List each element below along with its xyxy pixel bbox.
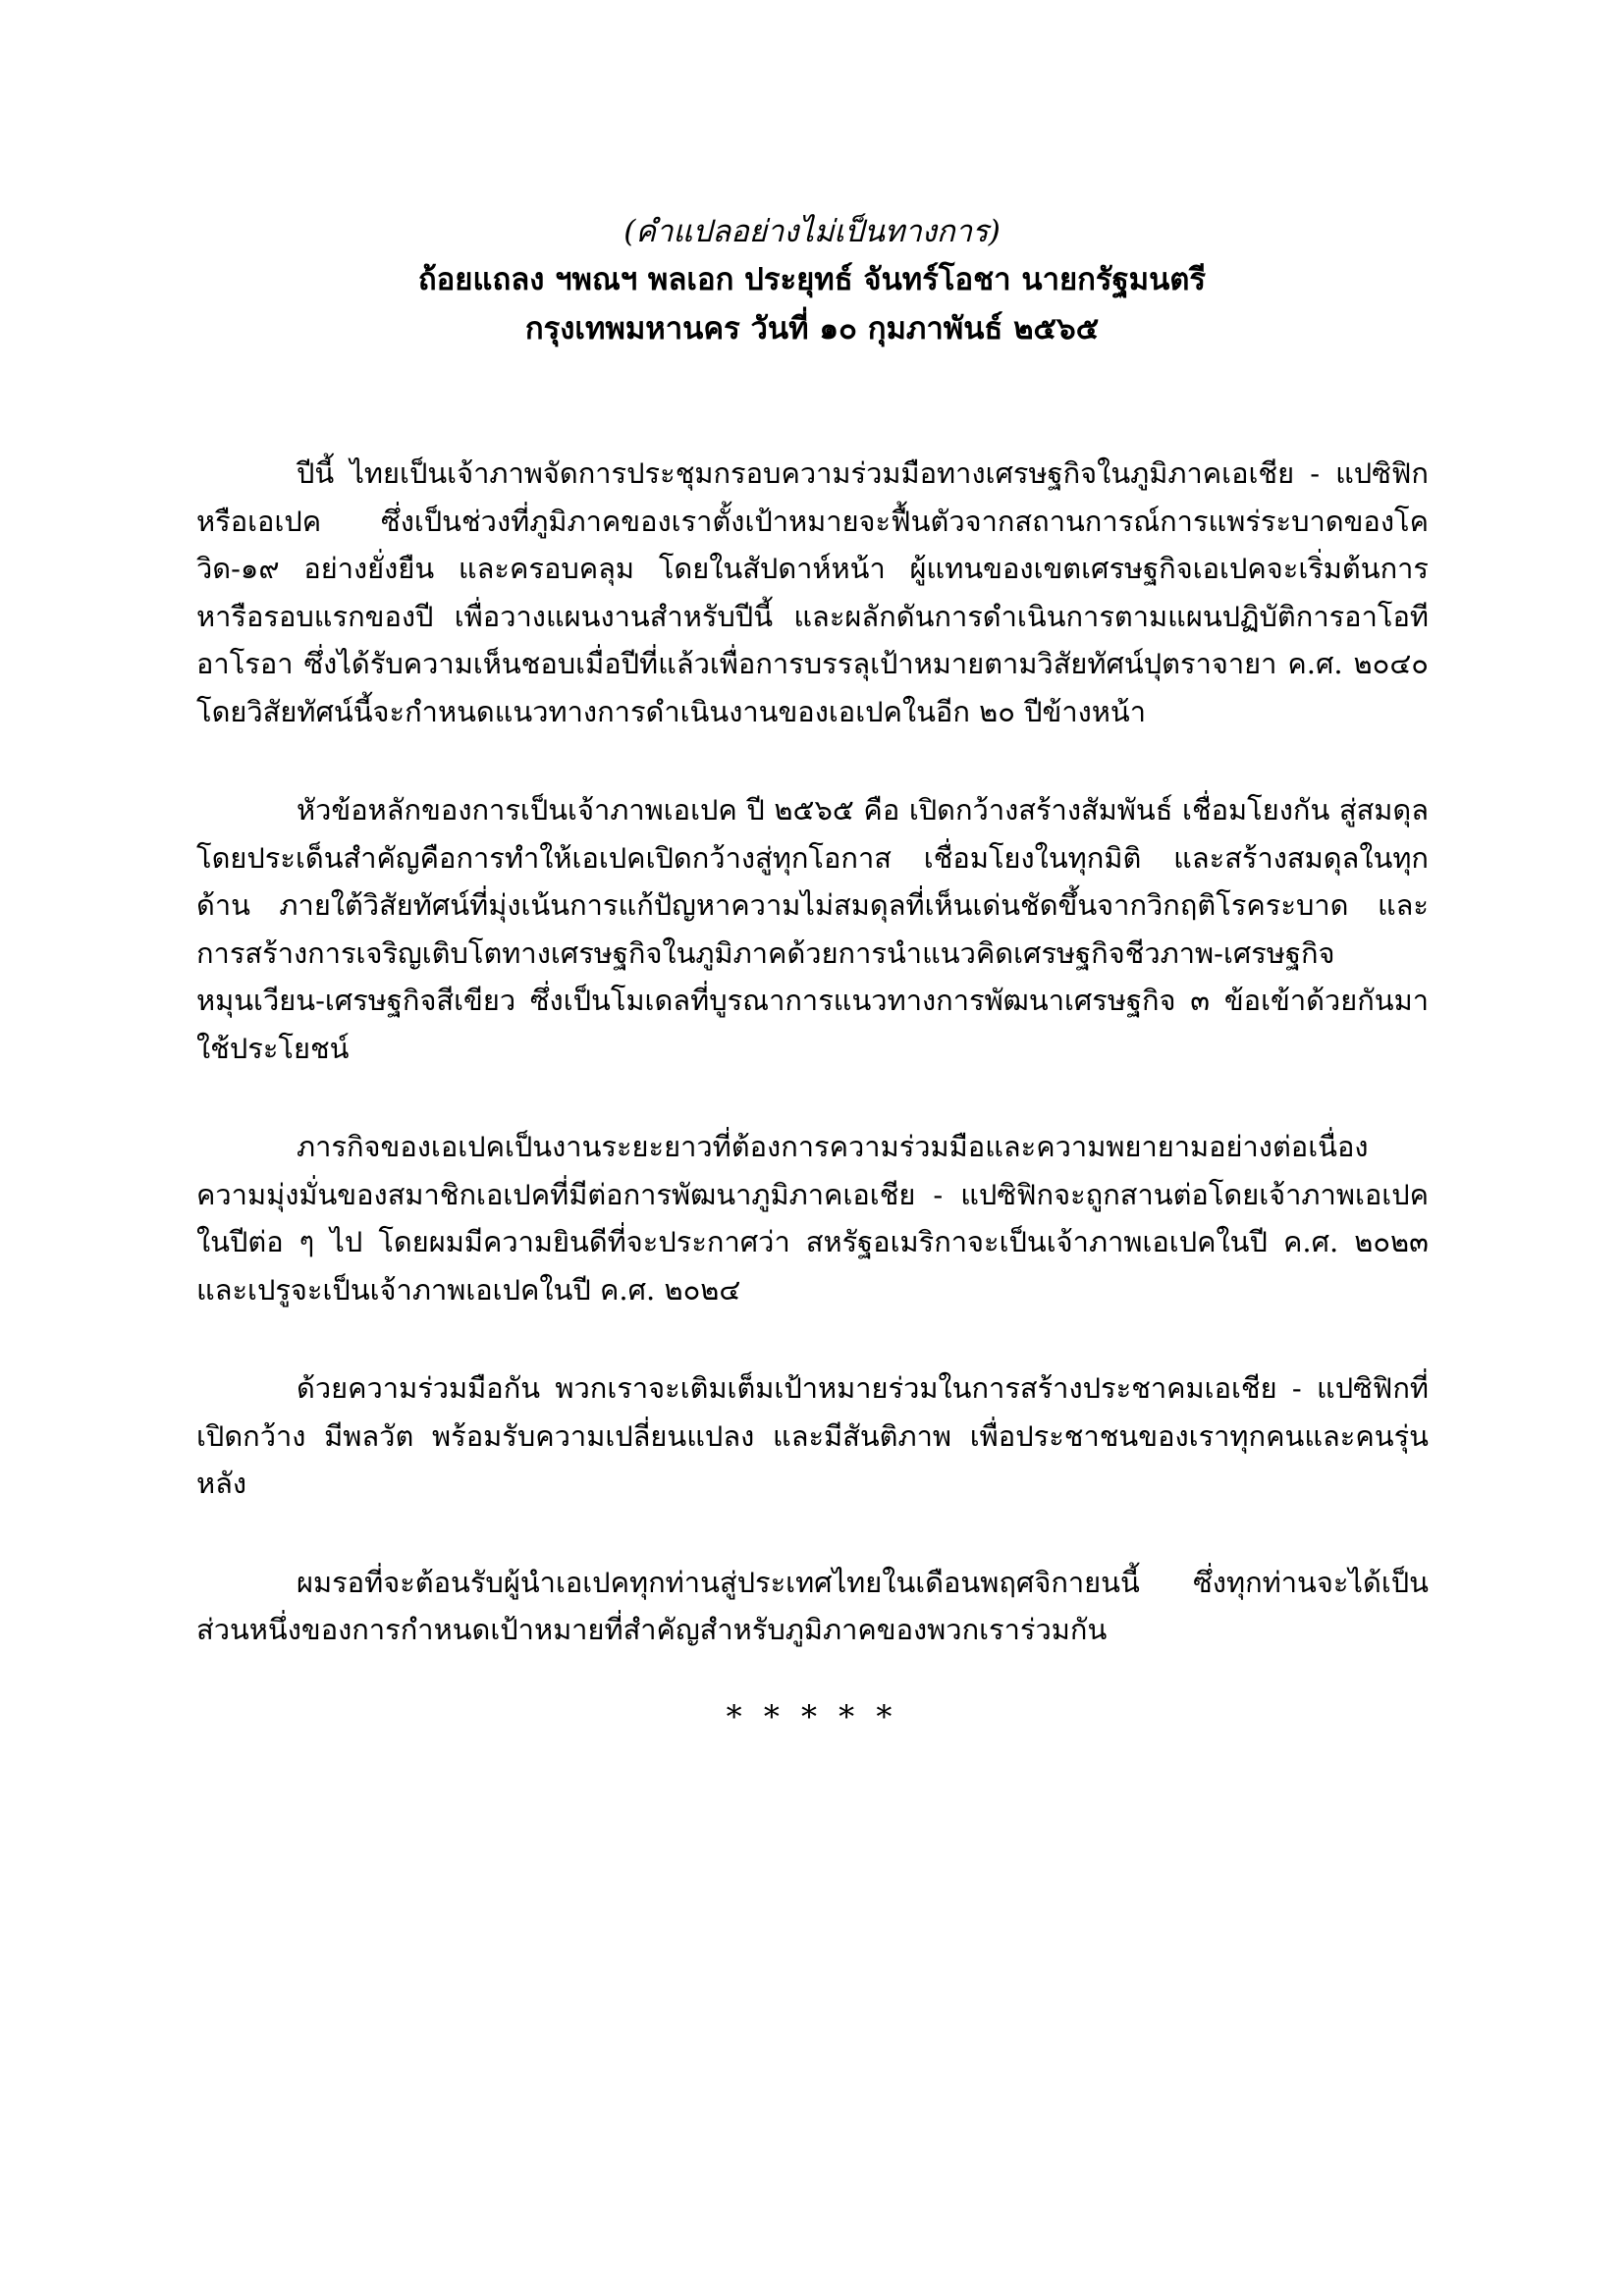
paragraph-theme: หัวข้อหลักของการเป็นเจ้าภาพเอเปค ปี ๒๕๖๕ คือ เปิดกว้างสร้างสัมพันธ์ เชื่อมโยงกัน สู่สมดุล โดยประเด็นสำคัญคือการทำให้เอเปคเปิดกว้างสู่ทุกโอกาส เชื่อมโยงในทุกมิติ และสร้างสมดุลในทุกด้าน ภายใต้วิสัยทัศน์ที่มุ่งเน้นการแก้ปัญหาความไม่สมดุลที่เห็นเด่นชัดขึ้นจากวิกฤติโรคระบาด และการสร้างการเจริญเติบโตทางเศรษฐกิจในภูมิภาคด้วยการนำแนวคิดเศรษฐกิจชีวภาพ-เศรษฐกิจหมุนเวียน-เศรษฐกิจสีเขียว ซึ่งเป็นโมเดลที่บูรณาการแนวทางการพัฒนาเศรษฐกิจ ๓ ข้อเข้าด้วยกันมาใช้ประโยชน์	[196, 793, 1429, 1065]
statement-dateline: กรุงเทพมหานคร วันที่ ๑๐ กุมภาพันธ์ ๒๕๖๕	[524, 311, 1100, 347]
paragraph-apec-host: ปีนี้ ไทยเป็นเจ้าภาพจัดการประชุมกรอบความร่วมมือทางเศรษฐกิจในภูมิภาคเอเชีย - แปซิฟิก หรือเอเปค ซึ่งเป็นช่วงที่ภูมิภาคของเราตั้งเป้าหมายจะฟื้นตัวจากสถานการณ์การแพร่ระบาดของโควิด-๑๙ อย่างยั่งยืน และครอบคลุม โดยในสัปดาห์หน้า ผู้แทนของเขตเศรษฐกิจเอเปคจะเริ่มต้นการหารือรอบแรกของปี เพื่อวางแผนงานสำหรับปีนี้ และผลักดันการดำเนินการตามแผนปฏิบัติการอาโอทีอาโรอา ซึ่งได้รับความเห็นชอบเมื่อปีที่แล้วเพื่อการบรรลุเป้าหมายตามวิสัยทัศน์ปุตราจายา ค.ศ. ๒๐๔๐ โดยวิสัยทัศน์นี้จะกำหนดแนวทางการดำเนินงานของเอเปคในอีก ๒๐ ปีข้างหน้า	[196, 456, 1429, 728]
document-header	[196, 208, 1428, 353]
end-of-document-mark: * * * * *	[726, 1698, 898, 1735]
unofficial-translation-note: (คำแปลอย่างไม่เป็นทางการ)	[623, 214, 1001, 249]
paragraph-cooperation: ด้วยความร่วมมือกัน พวกเราจะเติมเต็มเป้าหมายร่วมในการสร้างประชาคมเอเชีย - แปซิฟิกที่เปิดกว้าง มีพลวัต พร้อมรับความเปลี่ยนแปลง และมีสันติภาพ เพื่อประชาชนของเราทุกคนและคนรุ่นหลัง	[196, 1371, 1429, 1500]
document-body	[196, 450, 1429, 1705]
paragraph-mission: ภารกิจของเอเปคเป็นงานระยะยาวที่ต้องการความร่วมมือและความพยายามอย่างต่อเนื่อง ความมุ่งมั่นของสมาชิกเอเปคที่มีต่อการพัฒนาภูมิภาคเอเชีย - แปซิฟิกจะถูกสานต่อโดยเจ้าภาพเอเปคในปีต่อ ๆ ไป โดยผมมีความยินดีที่จะประกาศว่า สหรัฐอเมริกาจะเป็นเจ้าภาพเอเปคในปี ค.ศ. ๒๐๒๓ และเปรูจะเป็นเจ้าภาพเอเปคในปี ค.ศ. ๒๐๒๔	[196, 1130, 1429, 1307]
statement-title: ถ้อยแถลง ฯพณฯ พลเอก ประยุทธ์ จันทร์โอชา นายกรัฐมนตรี	[417, 262, 1207, 297]
paragraph-welcome: ผมรอที่จะต้อนรับผู้นำเอเปคทุกท่านสู่ประเทศไทยในเดือนพฤศจิกายนนี้ ซึ่งทุกท่านจะได้เป็นส่วนหนึ่งของการกำหนดเป้าหมายที่สำคัญสำหรับภูมิภาคของพวกเราร่วมกัน	[196, 1565, 1429, 1646]
